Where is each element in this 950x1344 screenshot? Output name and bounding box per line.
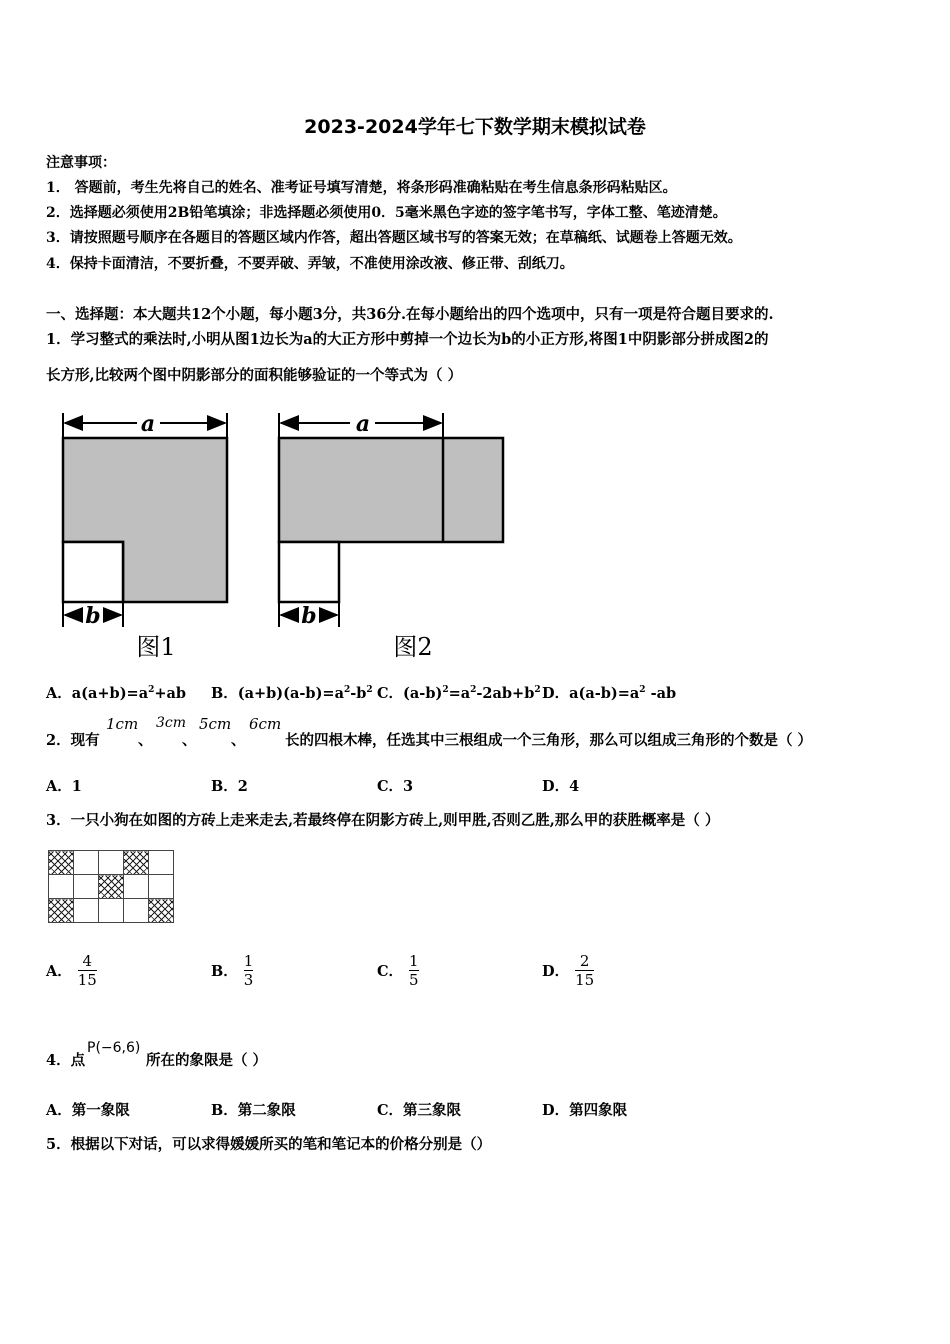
q2-prefix: 2．现有 (46, 732, 100, 749)
fig2-small-square (279, 542, 339, 602)
q1-option-c[interactable]: C．$(a-b)^2=a^2-2ab+b^2$ (377, 685, 541, 702)
q2-option-d[interactable]: D．4 (542, 778, 580, 795)
plain-tile (99, 851, 124, 875)
page-title: 2023-2024学年七下数学期末模拟试卷 (304, 116, 646, 138)
q2-sep: 、 (138, 732, 153, 749)
q2-len-1: 1cm (106, 715, 139, 733)
fig2-label-a: a (355, 411, 371, 437)
plain-tile (99, 899, 124, 923)
figure-2 (279, 411, 503, 661)
tile-row (49, 899, 174, 923)
q3-option-a[interactable]: A． $\frac{4}{15}$ (46, 952, 97, 989)
note-item: 4．保持卡面清洁，不要折叠，不要弄破、弄皱，不准使用涂改液、修正带、刮纸刀。 (46, 256, 574, 272)
q4-option-a[interactable]: A．第一象限 (46, 1102, 130, 1119)
q1-option-b[interactable]: B．$(a+b)(a-b)=a^2-b^2$ (211, 685, 373, 702)
q4-option-c[interactable]: C．第三象限 (377, 1102, 462, 1119)
plain-tile (149, 851, 174, 875)
plain-tile (49, 875, 74, 899)
shaded-tile (49, 851, 74, 875)
q3-option-b[interactable]: B． $\frac{1}{3}$ (211, 952, 254, 989)
q2-len-2: 3cm (156, 715, 187, 731)
q3-text: 3．一只小狗在如图的方砖上走来走去,若最终停在阴影方砖上,则甲胜,否则乙胜,那么甲的获胜概率是（ ） (46, 812, 720, 829)
figure-1 (63, 411, 227, 661)
q1-option-d[interactable]: D．$a(a-b)=a^2$ -ab (542, 685, 677, 702)
q4-option-d[interactable]: D．第四象限 (542, 1102, 628, 1119)
section-heading: 一、选择题：本大题共12个小题，每小题3分，共36分.在每小题给出的四个选项中，只有一项是符合题目要求的. (46, 306, 774, 323)
q1-text-line2: 长方形,比较两个图中阴影部分的面积能够验证的一个等式为（ ） (46, 367, 463, 384)
fig1-small-square (63, 542, 123, 602)
q3-option-d[interactable]: D． $\frac{2}{15}$ (542, 952, 595, 989)
note-item: 3．请按照题号顺序在各题目的答题区域内作答，超出答题区域书写的答案无效；在草稿纸、试题卷上答题无效。 (46, 230, 742, 246)
note-item: 1． 答题前，考生先将自己的姓名、准考证号填写清楚，将条形码准确粘贴在考生信息条形码粘贴区。 (46, 180, 677, 196)
q4-suffix: 所在的象限是（ ） (146, 1052, 268, 1069)
shaded-tile (124, 851, 149, 875)
q2-sep: 、 (182, 732, 197, 749)
q2-len-3: 5cm (199, 715, 232, 733)
plain-tile (124, 875, 149, 899)
fig1-caption: 图1 (136, 633, 176, 661)
q2-option-b[interactable]: B．2 (211, 778, 248, 795)
q2-option-c[interactable]: C．3 (377, 778, 414, 795)
plain-tile (124, 899, 149, 923)
q1-option-a[interactable]: A．$a(a+b)=a^2+ab$ (46, 685, 187, 702)
tile-grid (48, 850, 174, 923)
fig1-label-a: a (140, 411, 156, 437)
q2-option-a[interactable]: A．1 (46, 778, 82, 795)
q2-len-4: 6cm (249, 715, 282, 733)
q5-text: 5．根据以下对话，可以求得媛媛所买的笔和笔记本的价格分别是（） (46, 1136, 492, 1153)
q4-point: P(−6,6) (87, 1040, 141, 1056)
fig2-rectangle (279, 438, 503, 542)
shaded-tile (49, 899, 74, 923)
q4-prefix: 4．点 (46, 1052, 86, 1069)
q3-option-c[interactable]: C． $\frac{1}{5}$ (377, 952, 419, 989)
fig2-label-b: b (301, 603, 317, 629)
fig2-caption: 图2 (393, 633, 433, 661)
q2-suffix: 长的四根木棒，任选其中三根组成一个三角形，那么可以组成三角形的个数是（ ） (285, 732, 813, 749)
q1-text-line1: 1．学习整式的乘法时,小明从图1边长为a的大正方形中剪掉一个边长为b的小正方形,将图1中阴影部分拼成图2的 (46, 331, 769, 348)
q4-option-b[interactable]: B．第二象限 (211, 1102, 296, 1119)
plain-tile (149, 875, 174, 899)
fig1-label-b: b (85, 603, 101, 629)
tile-row (49, 875, 174, 899)
q2-sep: 、 (231, 732, 246, 749)
shaded-tile (99, 875, 124, 899)
note-item: 2．选择题必须使用2B铅笔填涂；非选择题必须使用0．5毫米黑色字迹的签字笔书写，字体工整、笔迹清楚。 (46, 205, 727, 221)
q1-figures (50, 405, 520, 667)
tile-row (49, 851, 174, 875)
shaded-tile (149, 899, 174, 923)
plain-tile (74, 899, 99, 923)
notes-heading: 注意事项： (46, 155, 116, 171)
plain-tile (74, 875, 99, 899)
plain-tile (74, 851, 99, 875)
